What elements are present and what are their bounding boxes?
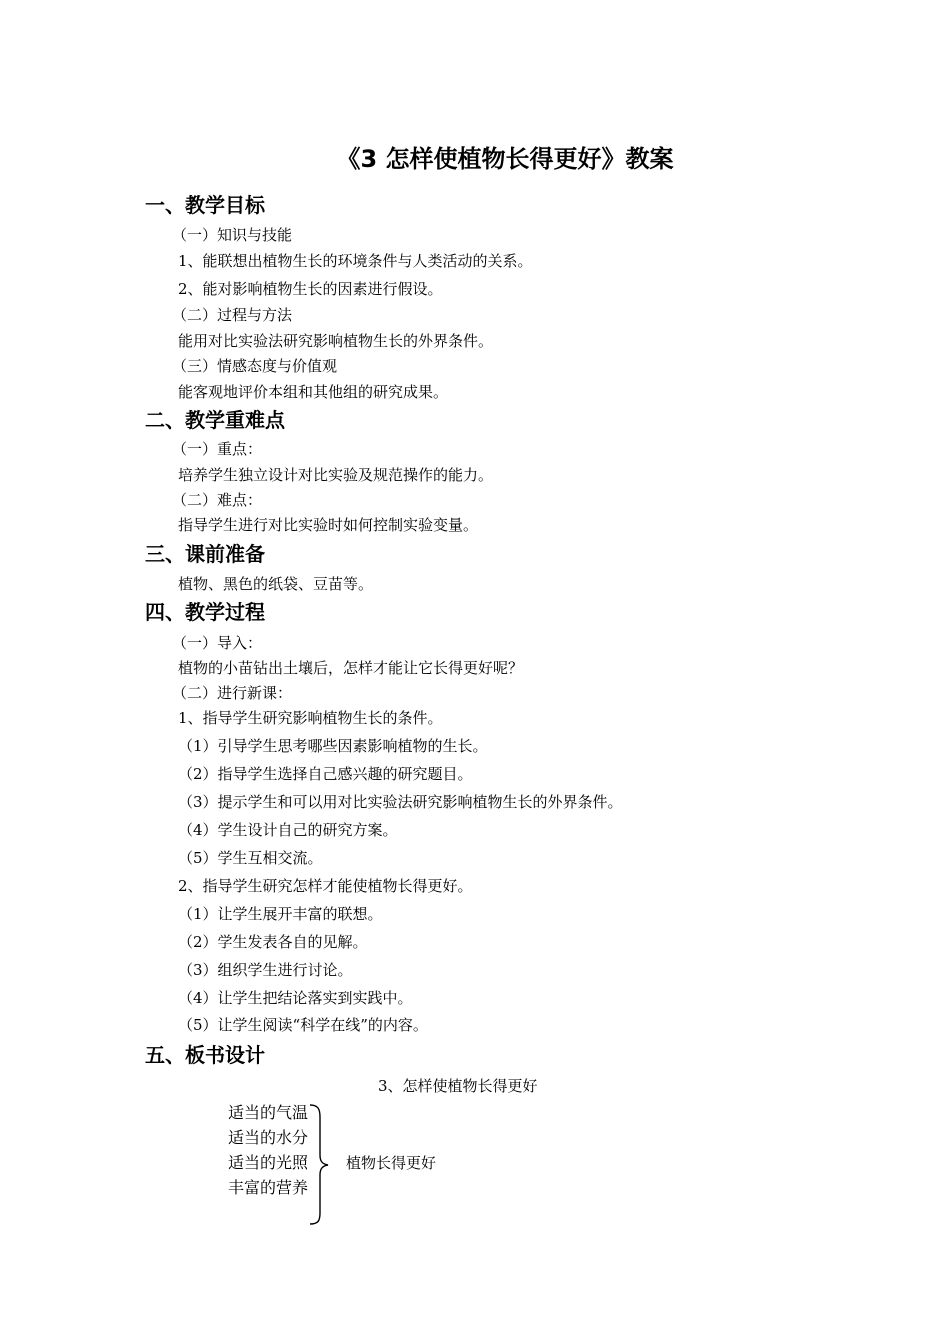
section-line: 1、指导学生研究影响植物生长的条件。	[178, 709, 443, 727]
board-result: 植物长得更好	[346, 1154, 437, 1172]
section-line: （一）导入：	[172, 634, 263, 652]
section-line: 植物的小苗钻出土壤后，怎样才能让它长得更好呢？	[178, 659, 524, 677]
section-line: （二）难点：	[172, 491, 263, 509]
board-item: 丰富的营养	[228, 1178, 309, 1197]
section-line: （1）引导学生思考哪些因素影响植物的生长。	[178, 737, 488, 755]
section-line: （3）提示学生和可以用对比实验法研究影响植物生长的外界条件。	[178, 793, 623, 811]
section-heading-key-points: 二、教学重难点	[145, 408, 285, 432]
section-heading-board-design: 五、板书设计	[145, 1043, 265, 1067]
section-line: 培养学生独立设计对比实验及规范操作的能力。	[178, 466, 494, 484]
section-line: （5）让学生阅读“科学在线”的内容。	[178, 1016, 428, 1034]
board-item: 适当的气温	[228, 1103, 309, 1122]
section-line: 植物、黑色的纸袋、豆苗等。	[178, 575, 374, 593]
section-line: （一）知识与技能	[172, 226, 293, 244]
section-line: （4）学生设计自己的研究方案。	[178, 821, 398, 839]
section-line: 能用对比实验法研究影响植物生长的外界条件。	[178, 332, 494, 350]
section-line: （一）重点：	[172, 440, 263, 458]
section-line: 2、能对影响植物生长的因素进行假设。	[178, 280, 443, 298]
board-title: 3、怎样使植物长得更好	[378, 1077, 538, 1095]
curly-brace-icon	[308, 1103, 334, 1227]
board-item: 适当的水分	[228, 1128, 309, 1147]
document-title: 《3 怎样使植物长得更好》教案	[336, 145, 674, 173]
section-heading-process: 四、教学过程	[145, 600, 265, 624]
section-line: （5）学生互相交流。	[178, 849, 323, 867]
section-line: 指导学生进行对比实验时如何控制实验变量。	[178, 516, 479, 534]
section-line: （2）指导学生选择自己感兴趣的研究题目。	[178, 765, 473, 783]
section-line: 1、能联想出植物生长的环境条件与人类活动的关系。	[178, 252, 533, 270]
board-item: 适当的光照	[228, 1153, 309, 1172]
section-line: （4）让学生把结论落实到实践中。	[178, 989, 413, 1007]
section-line: （2）学生发表各自的见解。	[178, 933, 368, 951]
section-line: 2、指导学生研究怎样才能使植物长得更好。	[178, 877, 473, 895]
section-line: 能客观地评价本组和其他组的研究成果。	[178, 383, 449, 401]
section-line: （3）组织学生进行讨论。	[178, 961, 353, 979]
section-heading-goals: 一、教学目标	[145, 193, 265, 217]
section-line: （三）情感态度与价值观	[172, 357, 338, 375]
section-line: （二）进行新课：	[172, 684, 293, 702]
section-line: （1）让学生展开丰富的联想。	[178, 905, 383, 923]
section-line: （二）过程与方法	[172, 306, 293, 324]
section-heading-preparation: 三、课前准备	[145, 542, 265, 566]
